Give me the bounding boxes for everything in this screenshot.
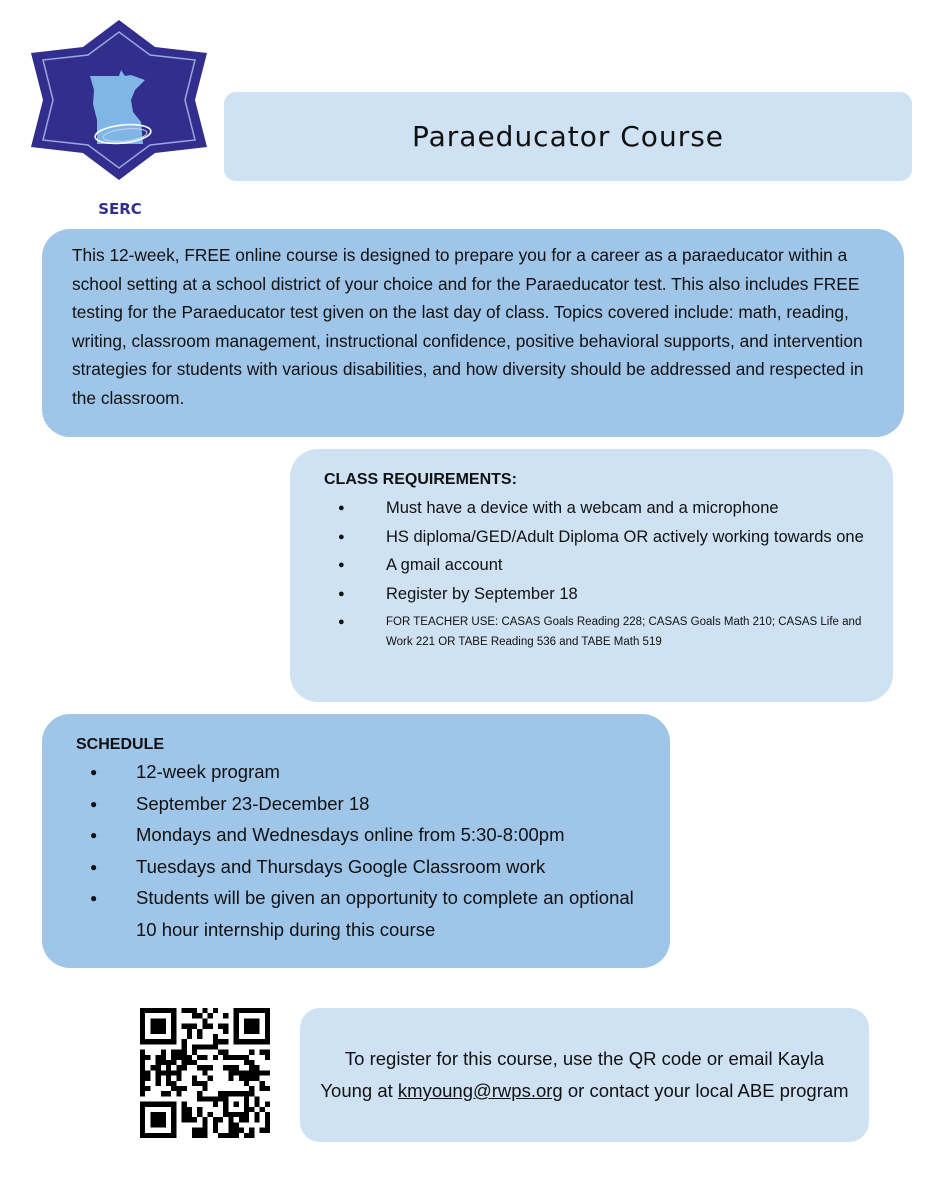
list-item: ● HS diploma/GED/Adult Diploma OR actively working towards one (324, 523, 873, 552)
list-item: ● Students will be given an opportunity to complete an optional 10 hour internship during this course (76, 882, 650, 945)
schedule-heading: SCHEDULE (76, 736, 165, 753)
logo-text: SERC (98, 200, 142, 218)
list-item: ● 12-week program (76, 756, 650, 788)
registration-text-after: or contact your local ABE program (562, 1080, 849, 1101)
list-item: ● Mondays and Wednesdays online from 5:30-8:00pm (76, 819, 650, 851)
email-link[interactable]: kmyoung@rwps.org (397, 1080, 563, 1101)
qr-code[interactable] (140, 1008, 270, 1138)
registration-text-before: To register for this course, use the QR code or email Kayla Young at (320, 1048, 825, 1101)
list-item: ● Register by September 18 (324, 580, 873, 609)
list-item: ● Tuesdays and Thursdays Google Classroom work (76, 851, 650, 883)
registration-info (300, 1008, 869, 1142)
serc-logo-graphic (27, 20, 212, 220)
list-item: ● Must have a device with a webcam and a microphone (324, 494, 873, 523)
page-title: Paraeducator Course (411, 120, 725, 153)
class-requirements-heading: CLASS REQUIREMENTS: (324, 471, 517, 488)
list-item: ● A gmail account (324, 551, 873, 580)
registration-text (320, 1043, 849, 1107)
schedule-list (76, 756, 650, 945)
qr-code-icon (140, 1008, 270, 1138)
schedule-box (42, 714, 670, 968)
course-description: This 12-week, FREE online course is designed to prepare you for a career as a paraeducator within a school setting at a school district of your choice and for the Paraeducator test. This also includes FREE testing for the Paraeducator test given on the last day of class. Topics covered include: math, reading, writing, classroom management, instructional confidence, positive behavioral supports, and intervention strategies for students with various disabilities, and how diversity should be addressed and respected in the classroom. (42, 229, 904, 437)
title-banner (224, 92, 912, 181)
serc-logo (27, 20, 212, 220)
class-requirements-box (290, 449, 893, 702)
class-requirements-list (324, 494, 873, 652)
list-item: ● September 23-December 18 (76, 788, 650, 820)
list-item: ● FOR TEACHER USE: CASAS Goals Reading 228; CASAS Goals Math 210; CASAS Life and Work 221 OR TABE Reading 536 and TABE Math 519 (324, 612, 873, 652)
